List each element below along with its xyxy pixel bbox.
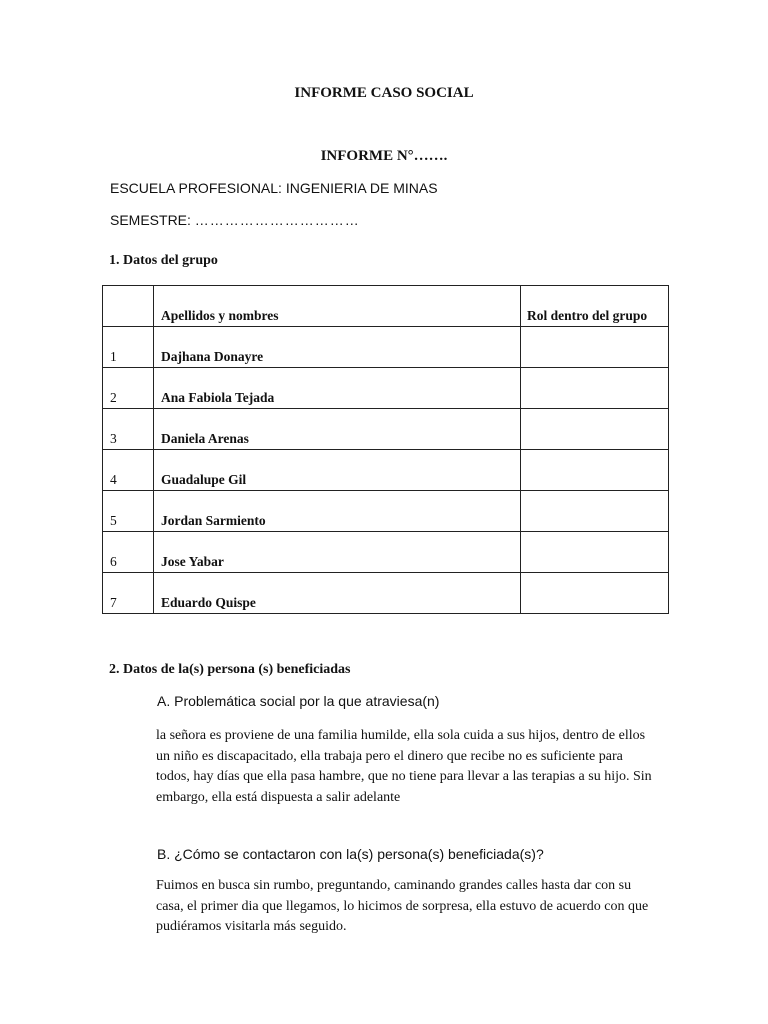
subsection-b-text: Fuimos en busca sin rumbo, preguntando, caminando grandes calles hasta dar con su casa, el primer dia que llegamos, lo hicimos de sorpresa, ella estuvo de acuerdo con que pudiéramos visitarla más seguido. (156, 878, 649, 934)
semestre-line (110, 212, 360, 228)
semestre-label: SEMESTRE: (110, 212, 191, 228)
row-num: 5 (103, 491, 154, 532)
row-num: 2 (103, 368, 154, 409)
table-row (103, 491, 669, 532)
row-name: Guadalupe Gil (154, 450, 521, 491)
row-rol (521, 491, 669, 532)
table-row (103, 409, 669, 450)
subsection-a-title: A. Problemática social por la que atraviesa(n) (157, 693, 440, 709)
row-name: Jordan Sarmiento (154, 491, 521, 532)
header-name: Apellidos y nombres (154, 286, 521, 327)
row-name: Ana Fabiola Tejada (154, 368, 521, 409)
table-row (103, 327, 669, 368)
row-name: Eduardo Quispe (154, 573, 521, 614)
table-row (103, 450, 669, 491)
table-header-row (103, 286, 669, 327)
row-rol (521, 532, 669, 573)
row-name: Jose Yabar (154, 532, 521, 573)
subsection-b-title: B. ¿Cómo se contactaron con la(s) persona(s) beneficiada(s)? (157, 846, 544, 862)
row-name: Daniela Arenas (154, 409, 521, 450)
row-rol (521, 327, 669, 368)
header-rol: Rol dentro del grupo (521, 286, 669, 327)
table-row (103, 368, 669, 409)
row-rol (521, 409, 669, 450)
table-row (103, 573, 669, 614)
row-name: Dajhana Donayre (154, 327, 521, 368)
row-num: 3 (103, 409, 154, 450)
header-num (103, 286, 154, 327)
row-num: 1 (103, 327, 154, 368)
row-rol (521, 573, 669, 614)
table-row (103, 532, 669, 573)
subsection-a-text: la señora es proviene de una familia humilde, ella sola cuida a sus hijos, dentro de ellos un niño es discapacitado, ella trabaja pero el dinero que recibe no es suficiente para todos, hay días que ella pasa hambre, que no tiene para llevar a las terapias a su hijo. Sin embargo, ella está dispuesta a salir adelante (156, 728, 652, 805)
section1-title: 1. Datos del grupo (109, 253, 218, 268)
row-num: 7 (103, 573, 154, 614)
group-table (102, 285, 669, 614)
escuela-line: ESCUELA PROFESIONAL: INGENIERIA DE MINAS (110, 180, 438, 196)
informe-number: INFORME N°……. (320, 148, 448, 164)
row-rol (521, 368, 669, 409)
row-num: 4 (103, 450, 154, 491)
document-title: INFORME CASO SOCIAL (294, 85, 474, 101)
semestre-dots: …………………………… (194, 212, 360, 228)
row-rol (521, 450, 669, 491)
section2-title: 2. Datos de la(s) persona (s) beneficiadas (109, 662, 351, 677)
row-num: 6 (103, 532, 154, 573)
